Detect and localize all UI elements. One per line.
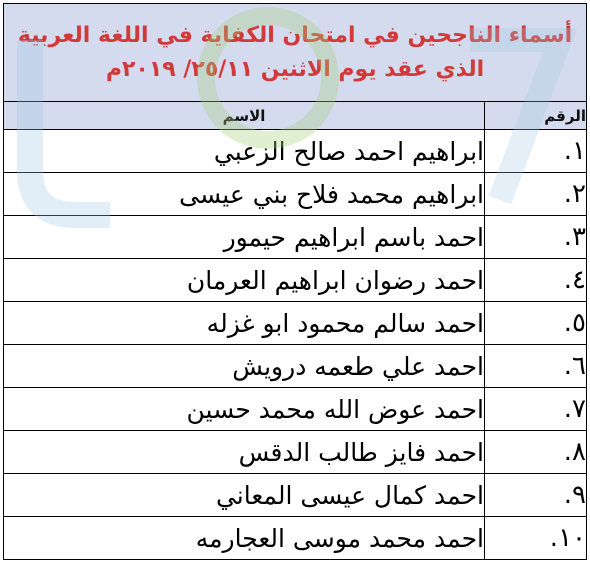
title-row xyxy=(4,4,587,102)
row-name: احمد فايز طالب الدقس xyxy=(4,431,485,474)
table-row xyxy=(4,302,587,345)
title-line-2: الذي عقد يوم الاثنين ٢٥/١١/ ٢٠١٩م xyxy=(105,56,485,82)
row-number: ٢. xyxy=(485,173,587,216)
document-title xyxy=(4,4,587,102)
table-row xyxy=(4,173,587,216)
row-number: ١٠. xyxy=(485,517,587,560)
table-row xyxy=(4,431,587,474)
row-number: ٣. xyxy=(485,216,587,259)
column-header-number: الرقم xyxy=(485,102,587,130)
row-name: ابراهيم محمد فلاح بني عيسى xyxy=(4,173,485,216)
table-row xyxy=(4,474,587,517)
column-header-name: الاسم xyxy=(4,102,485,130)
row-number: ١. xyxy=(485,130,587,173)
table-row xyxy=(4,130,587,173)
row-name: احمد سالم محمود ابو غزله xyxy=(4,302,485,345)
row-number: ٤. xyxy=(485,259,587,302)
table-row xyxy=(4,345,587,388)
title-line-1: أسماء الناجحين في امتحان الكفاية في اللغة العربية xyxy=(17,22,573,48)
results-table xyxy=(3,3,587,560)
row-name: احمد محمد موسى العجارمه xyxy=(4,517,485,560)
table-row xyxy=(4,388,587,431)
table-row xyxy=(4,216,587,259)
row-name: احمد كمال عيسى المعاني xyxy=(4,474,485,517)
row-name: احمد عوض الله محمد حسين xyxy=(4,388,485,431)
row-number: ٧. xyxy=(485,388,587,431)
row-name: احمد رضوان ابراهيم العرمان xyxy=(4,259,485,302)
column-header-row xyxy=(4,102,587,130)
row-name: احمد باسم ابراهيم حيمور xyxy=(4,216,485,259)
row-name: ابراهيم احمد صالح الزعبي xyxy=(4,130,485,173)
row-name: احمد علي طعمه درويش xyxy=(4,345,485,388)
row-number: ٦. xyxy=(485,345,587,388)
row-number: ٥. xyxy=(485,302,587,345)
table-row xyxy=(4,259,587,302)
row-number: ٨. xyxy=(485,431,587,474)
table-row xyxy=(4,517,587,560)
row-number: ٩. xyxy=(485,474,587,517)
